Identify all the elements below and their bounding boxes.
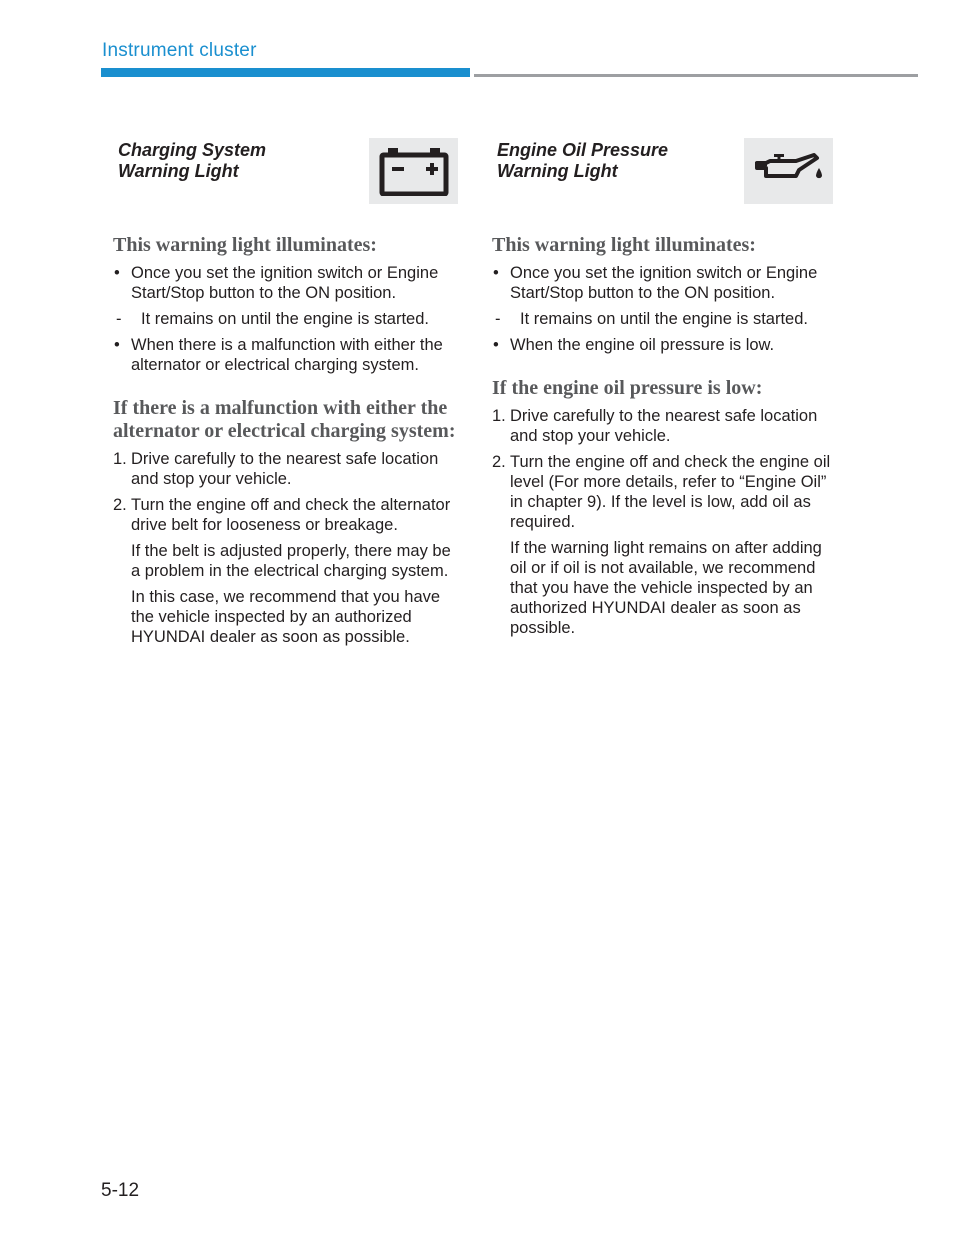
step-item: 1. Drive carefully to the nearest safe location and stop your vehicle. <box>492 407 818 445</box>
step-item: 2. Turn the engine off and check the engine oil level (For more details, refer to “Engine Oil” in chapter 9). If the level is low, add oil as required. <box>492 453 831 531</box>
paragraph: In this case, we recommend that you have the vehicle inspected by an authorized HYUNDAI dealer as soon as possible. <box>131 588 441 646</box>
oil-pressure-column <box>492 138 837 644</box>
list-item: • Once you set the ignition switch or Engine Start/Stop button to the ON position. <box>493 264 818 302</box>
paragraph: If the belt is adjusted properly, there may be a problem in the electrical charging system. <box>131 542 451 580</box>
illuminates-heading: This warning light illuminates: <box>492 234 756 256</box>
charging-system-column <box>113 138 458 653</box>
malfunction-heading: If there is a malfunction with either the alternator or electrical charging system: <box>113 397 456 442</box>
oil-pressure-header <box>492 138 837 204</box>
page-number: 5-12 <box>101 1180 140 1201</box>
header-rule-gray <box>474 74 918 77</box>
paragraph: If the warning light remains on after adding oil or if oil is not available, we recommend that you have the vehicle inspected by an authorized HYUNDAI dealer as soon as possible. <box>510 539 822 637</box>
header-rule-blue <box>101 68 470 77</box>
list-item: - It remains on until the engine is started. <box>495 310 808 328</box>
list-item: - It remains on until the engine is started. <box>116 310 429 328</box>
section-title: Instrument cluster <box>102 40 257 61</box>
low-pressure-heading: If the engine oil pressure is low: <box>492 377 763 399</box>
illuminates-heading: This warning light illuminates: <box>113 234 377 256</box>
step-item: 1. Drive carefully to the nearest safe location and stop your vehicle. <box>113 450 439 488</box>
step-item: 2. Turn the engine off and check the alternator drive belt for looseness or breakage. <box>113 496 451 534</box>
oil-pressure-title: Engine Oil Pressure Warning Light <box>497 140 669 181</box>
charging-system-header <box>113 138 458 204</box>
oil-can-icon <box>744 138 833 204</box>
battery-icon <box>369 138 458 204</box>
charging-system-title: Charging System Warning Light <box>118 140 267 181</box>
list-item: • When there is a malfunction with either the alternator or electrical charging system. <box>114 336 443 374</box>
list-item: • Once you set the ignition switch or Engine Start/Stop button to the ON position. <box>114 264 439 302</box>
list-item: • When the engine oil pressure is low. <box>493 336 775 354</box>
